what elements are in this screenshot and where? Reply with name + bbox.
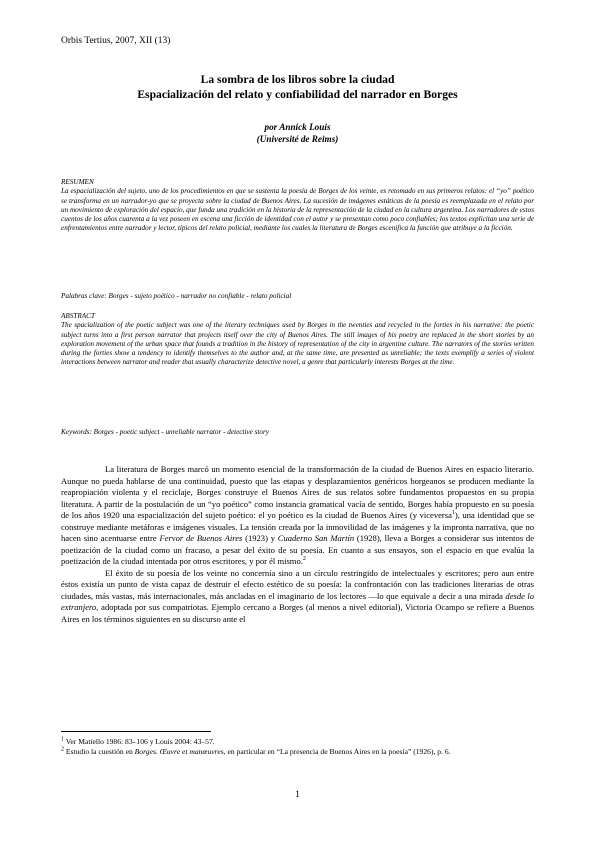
footnote-2 <box>61 747 534 757</box>
palabras-clave: Palabras clave: Borges - sujeto poético - narrador no confiable - relato policial <box>61 292 292 300</box>
title-line-1: La sombra de los libros sobre la ciudad <box>200 73 395 86</box>
footnote-ref-1[interactable]: 1 <box>451 510 455 517</box>
author-affiliation: (Université de Reims) <box>256 133 339 144</box>
footnote-1 <box>61 737 534 747</box>
footnote-divider <box>61 731 211 732</box>
paragraph-1-part-c: (1923) y <box>242 533 278 543</box>
book-title-cuaderno: Cuaderno San Martín <box>277 533 355 543</box>
article-title <box>61 72 534 102</box>
page-number: 1 <box>295 790 300 800</box>
paragraph-1-part-a: La literatura de Borges marcó un momento esencial de la transformación de la ciudad de Buenos Aires en espacio literario. Aunque no pueda hablarse de una continuidad, puesto que las etapas y desplazamientos genéricos borgeanos se producen mediante la reapropiación violenta y el reciclaje, Borges construye el Buenos Aires de sus relatos sobre fundamentos propuestos en su propia literatura. A partir de la postulación de un “yo poético” como instancia gramatical vacía de sentido, Borges había propuesto en su poesía de los años 1920 una espacialización del sujeto poético: el yo poético es la ciudad de Buenos Aires (y viceversa <box>61 464 534 520</box>
body-text <box>61 464 534 625</box>
footnote-text-2a: Estudio la cuestión en <box>65 746 135 756</box>
title-line-2: Espacialización del relato y confiabilidad del narrador en Borges <box>137 88 458 101</box>
journal-header: Orbis Tertius, 2007, XII (13) <box>61 36 171 46</box>
footnote-text-2b: , en particular en “La presencia de Buenos Aires en la poesía” (1926), p. 6. <box>223 746 451 756</box>
footnote-number-2: 2 <box>61 746 64 753</box>
resumen-text: La espacialización del sujeto, uno de los procedimientos en que se sustenta la poesía de Borges de los veinte, es retomado en sus primeros relatos: el “yo” poético se transforma en un narrador-yo que se proyecta sobre la ciudad de Buenos Aires. La sucesión de imágenes estáticas de la poesía es reemplazada en el relato por un movimiento de exploración del espacio, que funda una tradición en la historia de la representación de la ciudad en la cultura argentina. Los narradores de estos cuentos de los años cuarenta a la vez poseen en escena una ficción de identidad con el autor y se presentan como poco confiables; los textos explicitan una serie de enfrentamientos entre narrador y lector, típicos del relato policial, mediante los cuales la literatura de Borges escenifica la función que atribuye a la ficción. <box>61 187 534 233</box>
paragraph-2-part-a: El éxito de su poesía de los veinte no concernía sino a un círculo restringido de intelectuales y escritores; pero aun entre éstos existía un punto de vista capaz de destruir el efecto estético de su poesía: la confrontación con las tradiciones literarias de otras ciudades, más vastas, más internacionales, más ancladas en el imaginario de los lectores —lo que equivale a decir a una mirada <box>61 567 534 601</box>
author-byline: por Annick Louis <box>264 122 331 132</box>
footnote-text-1: Ver Matiello 1986: 83–106 y Louis 2004: 43–57. <box>65 737 215 746</box>
footnote-number-1: 1 <box>61 736 64 743</box>
abstract-text: The spacialization of the poetic subject was one of the literary techniques used by Borges in the twenties and recycled in the forties in his narrative: the poetic subject turns into a first person narrator that projects itself over the city of Buenos Aires. The still images of his poetry are replaced in the short stories by an exploration movement of the urban space that founds a tradition in the history of representation of the city in argentine culture. The narrators of the stories written during the forties show a tendency to identify themselves to the author and, at the same time, are presented as unreliable; the texts exemplify a series of violent interactions between narrator and reader that usually characterize detective novel, a genre that particularly interests Borges at the time. <box>61 321 534 367</box>
abstract-section <box>61 312 534 368</box>
footnote-book-title: Borges. Œuvre et manœuvres <box>134 746 224 756</box>
resumen-section <box>61 178 534 234</box>
book-title-fervor: Fervor de Buenos Aires <box>159 533 243 543</box>
keywords: Keywords: Borges - poetic subject - unreliable narrator - detective story <box>61 428 269 436</box>
author-block <box>61 122 534 145</box>
paragraph-1 <box>61 464 534 568</box>
abstract-heading: ABSTRACT <box>61 312 95 320</box>
paragraph-2-part-b: , adoptada por sus compatriotas. Ejemplo cercano a Borges (al menos a nivel editorial), Victoria Ocampo se refiere a Buenos Aires en los términos siguientes en su discurso ante el <box>61 602 534 624</box>
footnote-ref-2[interactable]: 2 <box>302 556 306 563</box>
emphasis-extranjero: desde lo extranjero <box>61 590 534 612</box>
footnotes <box>61 737 534 756</box>
paragraph-2 <box>61 568 534 626</box>
paragraph-1-part-b: ), una identidad que se construye mediante metáforas e imágenes visuales. La tensión creada por la inmovilidad de las imágenes y la impronta narrativa, que no hacen sino acentuarse entre <box>61 510 535 543</box>
paragraph-1-part-d: (1928), lleva a Borges a considerar sus intentos de poetización de la ciudad como un fracaso, a pesar del éxito de su poesía. En cuanto a sus ensayos, son el espacio en que evalúa la poetización de la ciudad intentada por otros escritores, y por él mismo. <box>61 533 534 566</box>
resumen-heading: RESUMEN <box>61 178 94 186</box>
